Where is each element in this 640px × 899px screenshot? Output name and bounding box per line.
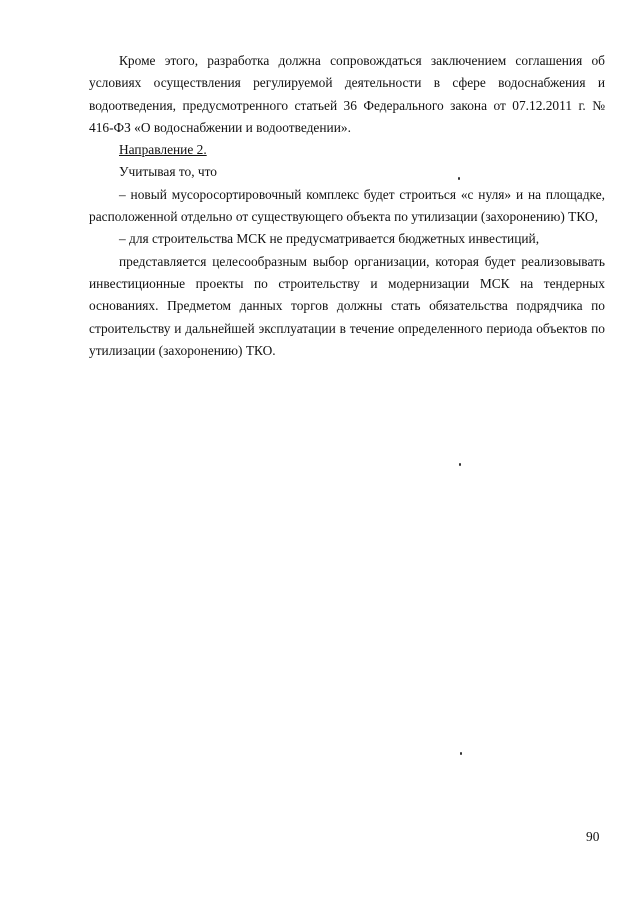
section-heading: Направление 2. bbox=[119, 142, 207, 158]
document-body bbox=[89, 50, 605, 362]
scan-speck bbox=[458, 177, 460, 180]
list-item-new-complex: – новый мусоросортировочный комплекс будет строиться «с нуля» и на площадке, расположенной отдельно от существующего объекта по утилизации (захоронению) ТКО, bbox=[89, 186, 605, 225]
list-item-no-budget: – для строительства МСК не предусматривается бюджетных инвестиций, bbox=[119, 231, 540, 247]
scan-speck bbox=[460, 752, 462, 755]
paragraph-agreement: Кроме этого, разработка должна сопровождаться заключением соглашения об условиях осуществления регулируемой деятельности в сфере водоснабжения и водоотведения, предусмотренного статьей 36 Федерального закона от 07.12.2011 г. № 416-ФЗ «О водоснабжении и водоотведении». bbox=[89, 53, 605, 135]
scan-speck bbox=[459, 463, 461, 466]
page-number: 90 bbox=[586, 829, 600, 844]
paragraph-conclusion: представляется целесообразным выбор организации, которая будет реализовывать инвестиционные проекты по строительству и модернизации МСК на тендерных основаниях. Предметом данных торгов должны стать обязательства подрядчика по строительству и дальнейшей эксплуатации в течение определенного периода объектов по утилизации (захоронению) ТКО. bbox=[89, 253, 605, 358]
paragraph-considering: Учитывая то, что bbox=[119, 164, 217, 180]
